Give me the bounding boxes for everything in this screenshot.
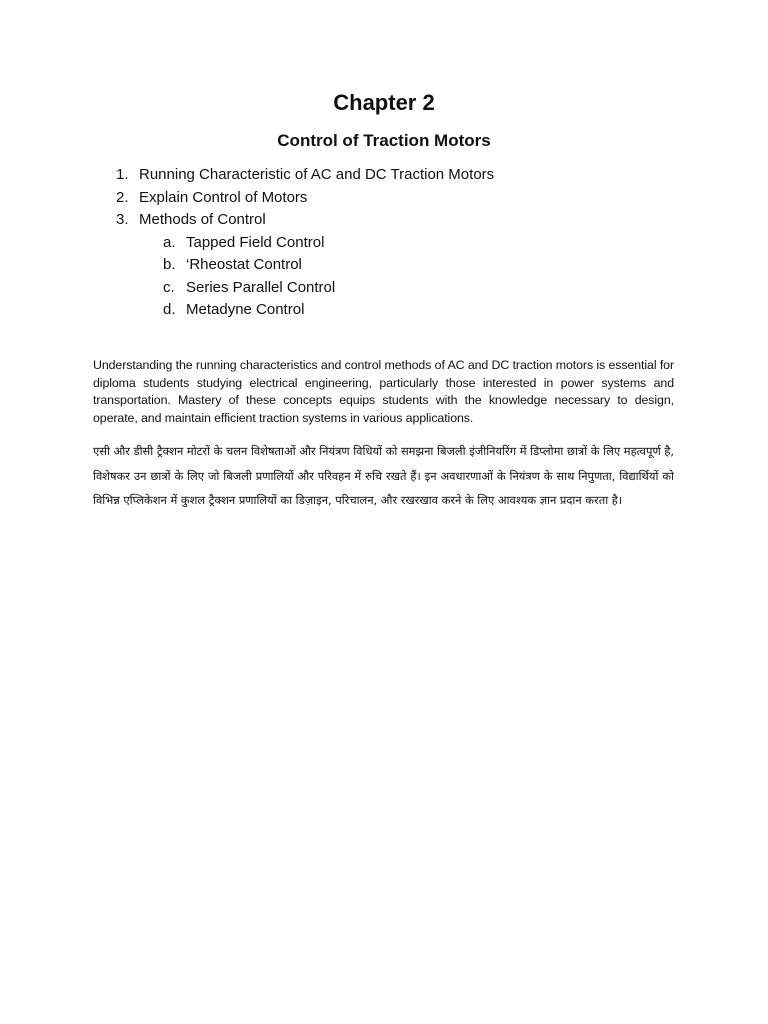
method-letter: b. [163, 256, 176, 273]
method-letter: a. [163, 233, 176, 251]
method-text: Metadyne Control [186, 301, 305, 318]
method-item-d [139, 299, 672, 322]
method-letter: d. [163, 301, 176, 318]
topic-item-2 [112, 187, 672, 210]
methods-sublist [139, 232, 672, 322]
chapter-subtitle: Control of Traction Motors [277, 131, 491, 150]
method-text: Series Parallel Control [186, 278, 336, 296]
topic-text: Running Characteristic of AC and DC Traction Motors [139, 166, 495, 183]
topic-text: Explain Control of Motors [139, 188, 308, 206]
chapter-title: Chapter 2 [333, 90, 435, 115]
method-item-a [139, 232, 672, 255]
topic-number: 1. [116, 166, 129, 183]
method-item-c [139, 277, 672, 300]
hindi-paragraph: एसी और डीसी ट्रैक्शन मोटरों के चलन विशेषताओं और नियंत्रण विधियों को समझना बिजली इंजीनियरिंग में डिप्लोमा छात्रों के लिए महत्वपूर्ण है, विशेषकर उन छात्रों के लिए जो बिजली प्रणालियों और परिवहन में रुचि रखते हैं। इन अवधारणाओं के नियंत्रण के साथ निपुणता, विद्यार्थियों को विभिन्न एप्लिकेशन में कुशल ट्रैक्शन प्रणालियों का डिज़ाइन, परिचालन, और रखरखाव करने के लिए आवश्यक ज्ञान प्रदान करता है। [93, 444, 674, 508]
method-letter: c. [163, 278, 175, 296]
topic-text: Methods of Control [139, 211, 266, 228]
method-item-b [139, 254, 672, 277]
topic-number: 3. [116, 211, 129, 228]
method-text: Tapped Field Control [186, 233, 325, 251]
topic-list [112, 164, 672, 322]
topic-number: 2. [116, 188, 129, 206]
english-paragraph: Understanding the running characteristics and control methods of AC and DC traction motors is essential for diploma students studying electrical engineering, particularly those interested in power systems and transportation. Mastery of these concepts equips students with the knowledge necessary to design, operate, and maintain efficient traction systems in various applications. [93, 358, 674, 425]
method-text: ‘Rheostat Control [186, 256, 302, 273]
topic-item-3 [112, 209, 672, 322]
topic-item-1 [112, 164, 672, 187]
